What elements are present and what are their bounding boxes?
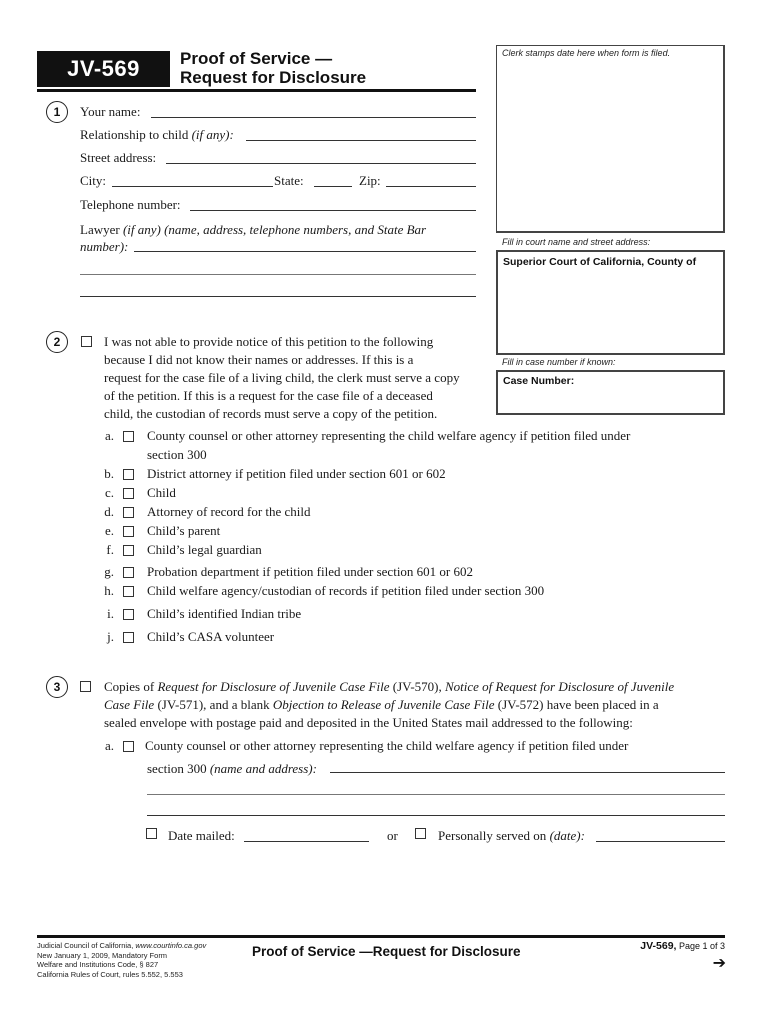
- section-3-checkbox[interactable]: [80, 681, 91, 692]
- city-label: City:: [80, 173, 107, 188]
- section-3-item-a-checkbox[interactable]: [123, 741, 134, 752]
- personally-served-field[interactable]: [596, 841, 725, 842]
- section-2-text: I was not able to provide notice of this petition to the following because I did not know their names or addresses. If this is a request for the case file of a living child, the clerk must serve a copy of the petition. If this is a request for the case file of a deceased child, the custodian of records must serve a copy of the petition.: [104, 334, 460, 421]
- street-address-label: Street address:: [80, 150, 157, 165]
- item-f-checkbox[interactable]: [123, 545, 134, 556]
- lawyer-field-line1[interactable]: [134, 251, 476, 252]
- clerk-stamp-box: [496, 45, 725, 233]
- section-2-number: 2: [46, 331, 68, 353]
- item-j-checkbox[interactable]: [123, 632, 134, 643]
- item-g-checkbox[interactable]: [123, 567, 134, 578]
- zip-label: Zip:: [359, 173, 381, 188]
- name-address-field-line2[interactable]: [147, 794, 725, 795]
- relationship-field[interactable]: [246, 140, 476, 141]
- form-title-line1: Proof of Service —: [180, 49, 333, 68]
- section-3-number: 3: [46, 676, 68, 698]
- form-title: [180, 50, 366, 86]
- item-h-checkbox[interactable]: [123, 586, 134, 597]
- street-address-field[interactable]: [166, 163, 476, 164]
- header-rule: [37, 89, 476, 92]
- date-mailed-field[interactable]: [244, 841, 369, 842]
- website-link[interactable]: www.courtinfo.ca.gov: [135, 941, 207, 950]
- footer-citation: Judicial Council of California, www.courtinfo.ca.gov New January 1, 2009, Mandatory Form Welfare and Institutions Code, § 827 California Rules of Court, rules 5.552, 5.553: [37, 941, 207, 979]
- item-c-checkbox[interactable]: [123, 488, 134, 499]
- form-id-badge: JV-569: [37, 51, 170, 87]
- section-1-number: 1: [46, 101, 68, 123]
- your-name-label: Your name:: [80, 104, 141, 119]
- date-mailed-checkbox[interactable]: [146, 828, 157, 839]
- lawyer-label: Lawyer (if any) (name, address, telephone numbers, and State Bar: [80, 222, 427, 237]
- footer-rule: [37, 935, 725, 938]
- personally-served-checkbox[interactable]: [415, 828, 426, 839]
- section-3-text: Copies of Request for Disclosure of Juvenile Case File (JV-570), Notice of Request for Disclosure of Juvenile Case File (JV-571), and a blank Objection to Release of Juvenile Case File (JV-572) have been placed in a sealed envelope with postage paid and deposited in the United States mail addressed to the following:: [104, 679, 675, 730]
- item-a-checkbox[interactable]: [123, 431, 134, 442]
- court-caption: Fill in court name and street address:: [502, 237, 651, 247]
- your-name-field[interactable]: [151, 117, 476, 118]
- lawyer-field-line2[interactable]: [80, 274, 476, 275]
- lawyer-field-line3[interactable]: [80, 296, 476, 297]
- case-number-label: Case Number:: [503, 375, 575, 387]
- court-name-label: Superior Court of California, County of: [503, 256, 697, 268]
- state-field[interactable]: [314, 186, 352, 187]
- item-b-checkbox[interactable]: [123, 469, 134, 480]
- personally-served-label: Personally served on (date):: [438, 828, 585, 843]
- name-address-field-line3[interactable]: [147, 815, 725, 816]
- footer-title: Proof of Service —Request for Disclosure: [252, 944, 521, 959]
- relationship-label: Relationship to child (if any):: [80, 127, 234, 142]
- case-number-caption: Fill in case number if known:: [502, 357, 616, 367]
- state-label: State:: [274, 173, 304, 188]
- city-field[interactable]: [112, 186, 273, 187]
- clerk-stamp-label: Clerk stamps date here when form is filed.: [502, 48, 671, 58]
- lawyer-label-cont: number):: [80, 239, 129, 254]
- or-label: or: [387, 828, 398, 843]
- page-indicator: JV-569, Page 1 of 3: [640, 940, 725, 952]
- date-mailed-label: Date mailed:: [168, 828, 235, 843]
- form-title-line2: Request for Disclosure: [180, 68, 367, 87]
- section-2-checkbox[interactable]: [81, 336, 92, 347]
- zip-field[interactable]: [386, 186, 476, 187]
- next-page-arrow-icon[interactable]: ➔: [712, 953, 726, 972]
- telephone-field[interactable]: [190, 210, 476, 211]
- item-e-checkbox[interactable]: [123, 526, 134, 537]
- item-i-checkbox[interactable]: [123, 609, 134, 620]
- telephone-label: Telephone number:: [80, 197, 181, 212]
- item-d-checkbox[interactable]: [123, 507, 134, 518]
- name-address-field-line1[interactable]: [330, 772, 725, 773]
